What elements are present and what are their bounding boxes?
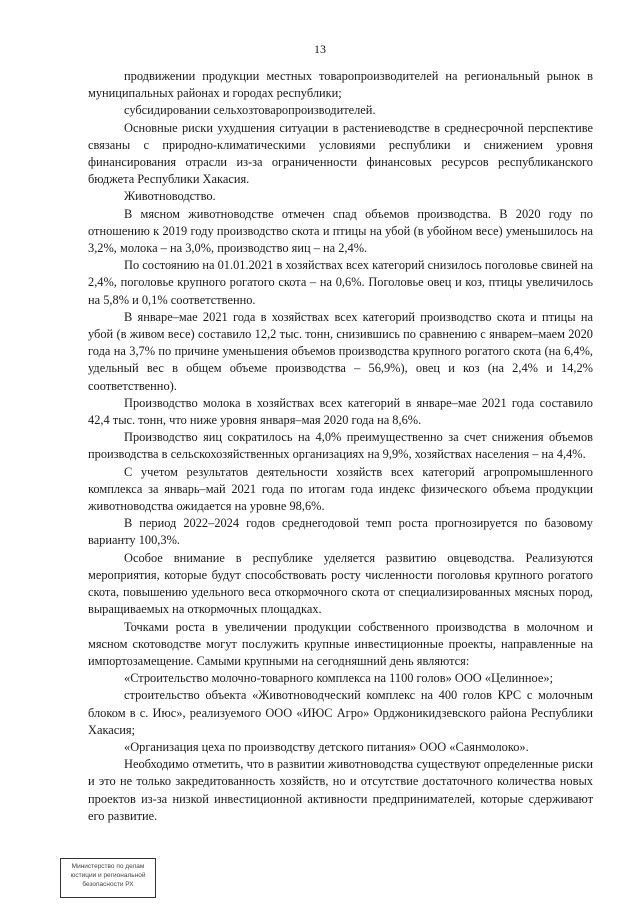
list-item: строительство объекта «Животноводческий комплекс на 400 голов КРС с молочным блоком в с. Июс», реализуемого ООО «ИЮС Агро» Орджоникидзевского района Республики Хакасия; (88, 688, 593, 737)
stamp-line: Министерство по делам (71, 863, 145, 870)
paragraph: По состоянию на 01.01.2021 в хозяйствах всех категорий снизилось поголовье свиней на 2,4%, поголовье крупного рогатого скота – на 0,6%. Поголовье овец и коз, птицы увеличилось на 5,8% и 0,1% соответственно. (88, 258, 593, 307)
paragraph: С учетом результатов деятельности хозяйств всех категорий агропромышленного комплекса за январь–май 2021 года по итогам года индекс физического объема продукции животноводства ожидается на уровне 98,6%. (88, 464, 593, 514)
list-item: «Организация цеха по производству детского питания» ООО «Саянмолоко». (124, 739, 529, 754)
list-item: «Строительство молочно-товарного комплекса на 1100 голов» ООО «Целинное»; (124, 671, 554, 686)
stamp-line: безопасности РХ (82, 881, 134, 888)
paragraph: Основные риски ухудшения ситуации в растениеводстве в среднесрочной перспективе связаны с природно-климатическими условиями республики и снижением уровня финансирования отрасли из-за ограниченности финансовых ресурсов республиканского бюджета Республики Хакасия. (88, 120, 593, 187)
paragraph: Необходимо отметить, что в развитии животноводства существуют определенные риски и это не только закредитованность хозяйств, но и отсутствие достаточного количества новых проектов из-за низкой инвестиционной активности предпринимателей, которые сдерживают его развитие. (88, 757, 593, 823)
paragraph: субсидировании сельхозтоваропроизводителей. (124, 103, 376, 118)
page-number: 13 (314, 42, 326, 56)
document-body (88, 68, 593, 825)
paragraph: Особое внимание в республике уделяется развитию овцеводства. Реализуются мероприятия, которые будут способствовать росту численности поголовья крупного рогатого скота, повышению удельного веса откормочного скота от специализированных мясных пород, выращиваемых на откормочных площадках. (88, 550, 593, 617)
stamp-line: юстиции и региональной (70, 872, 146, 879)
section-heading: Животноводство. (124, 189, 216, 204)
paragraph: Производство молока в хозяйствах всех категорий в январе–мае 2021 года составило 42,4 тыс. тонн, что ниже уровня января–мая 2020 года на 8,6%. (88, 395, 593, 428)
paragraph: продвижении продукции местных товаропроизводителей на региональный рынок в муниципальных районах и городах республики; (88, 69, 593, 101)
paragraph: Производство яиц сократилось на 4,0% преимущественно за счет снижения объемов производства в сельскохозяйственных организациях на 9,9%, хозяйствах населения – на 4,4%. (88, 430, 593, 462)
registration-stamp (60, 858, 156, 898)
paragraph: В мясном животноводстве отмечен спад объемов производства. В 2020 году по отношению к 2019 году производство скота и птицы на убой (в убойном весе) уменьшилось на 3,2%, молока – на 3,0%, производство яиц – на 2,4%. (88, 206, 593, 256)
paragraph: Точками роста в увеличении продукции собственного производства в молочном и мясном скотоводстве могут послужить крупные инвестиционные проекты, направленные на импортозамещение. Самыми крупными на сегодняшний день являются: (88, 619, 593, 668)
paragraph: В период 2022–2024 годов среднегодовой темп роста прогнозируется по базовому варианту 100,3%. (88, 516, 593, 548)
paragraph: В январе–мае 2021 года в хозяйствах всех категорий производство скота и птицы на убой (в живом весе) составило 12,2 тыс. тонн, снизившись по сравнению с январем–маем 2020 года на 3,7% по причине уменьшения объемов производства крупного рогатого скота (на 6,4%, удельный вес в общем объеме производства – 56,9%), овец и коз (на 2,4% и 14,2% соответственно). (88, 309, 593, 393)
